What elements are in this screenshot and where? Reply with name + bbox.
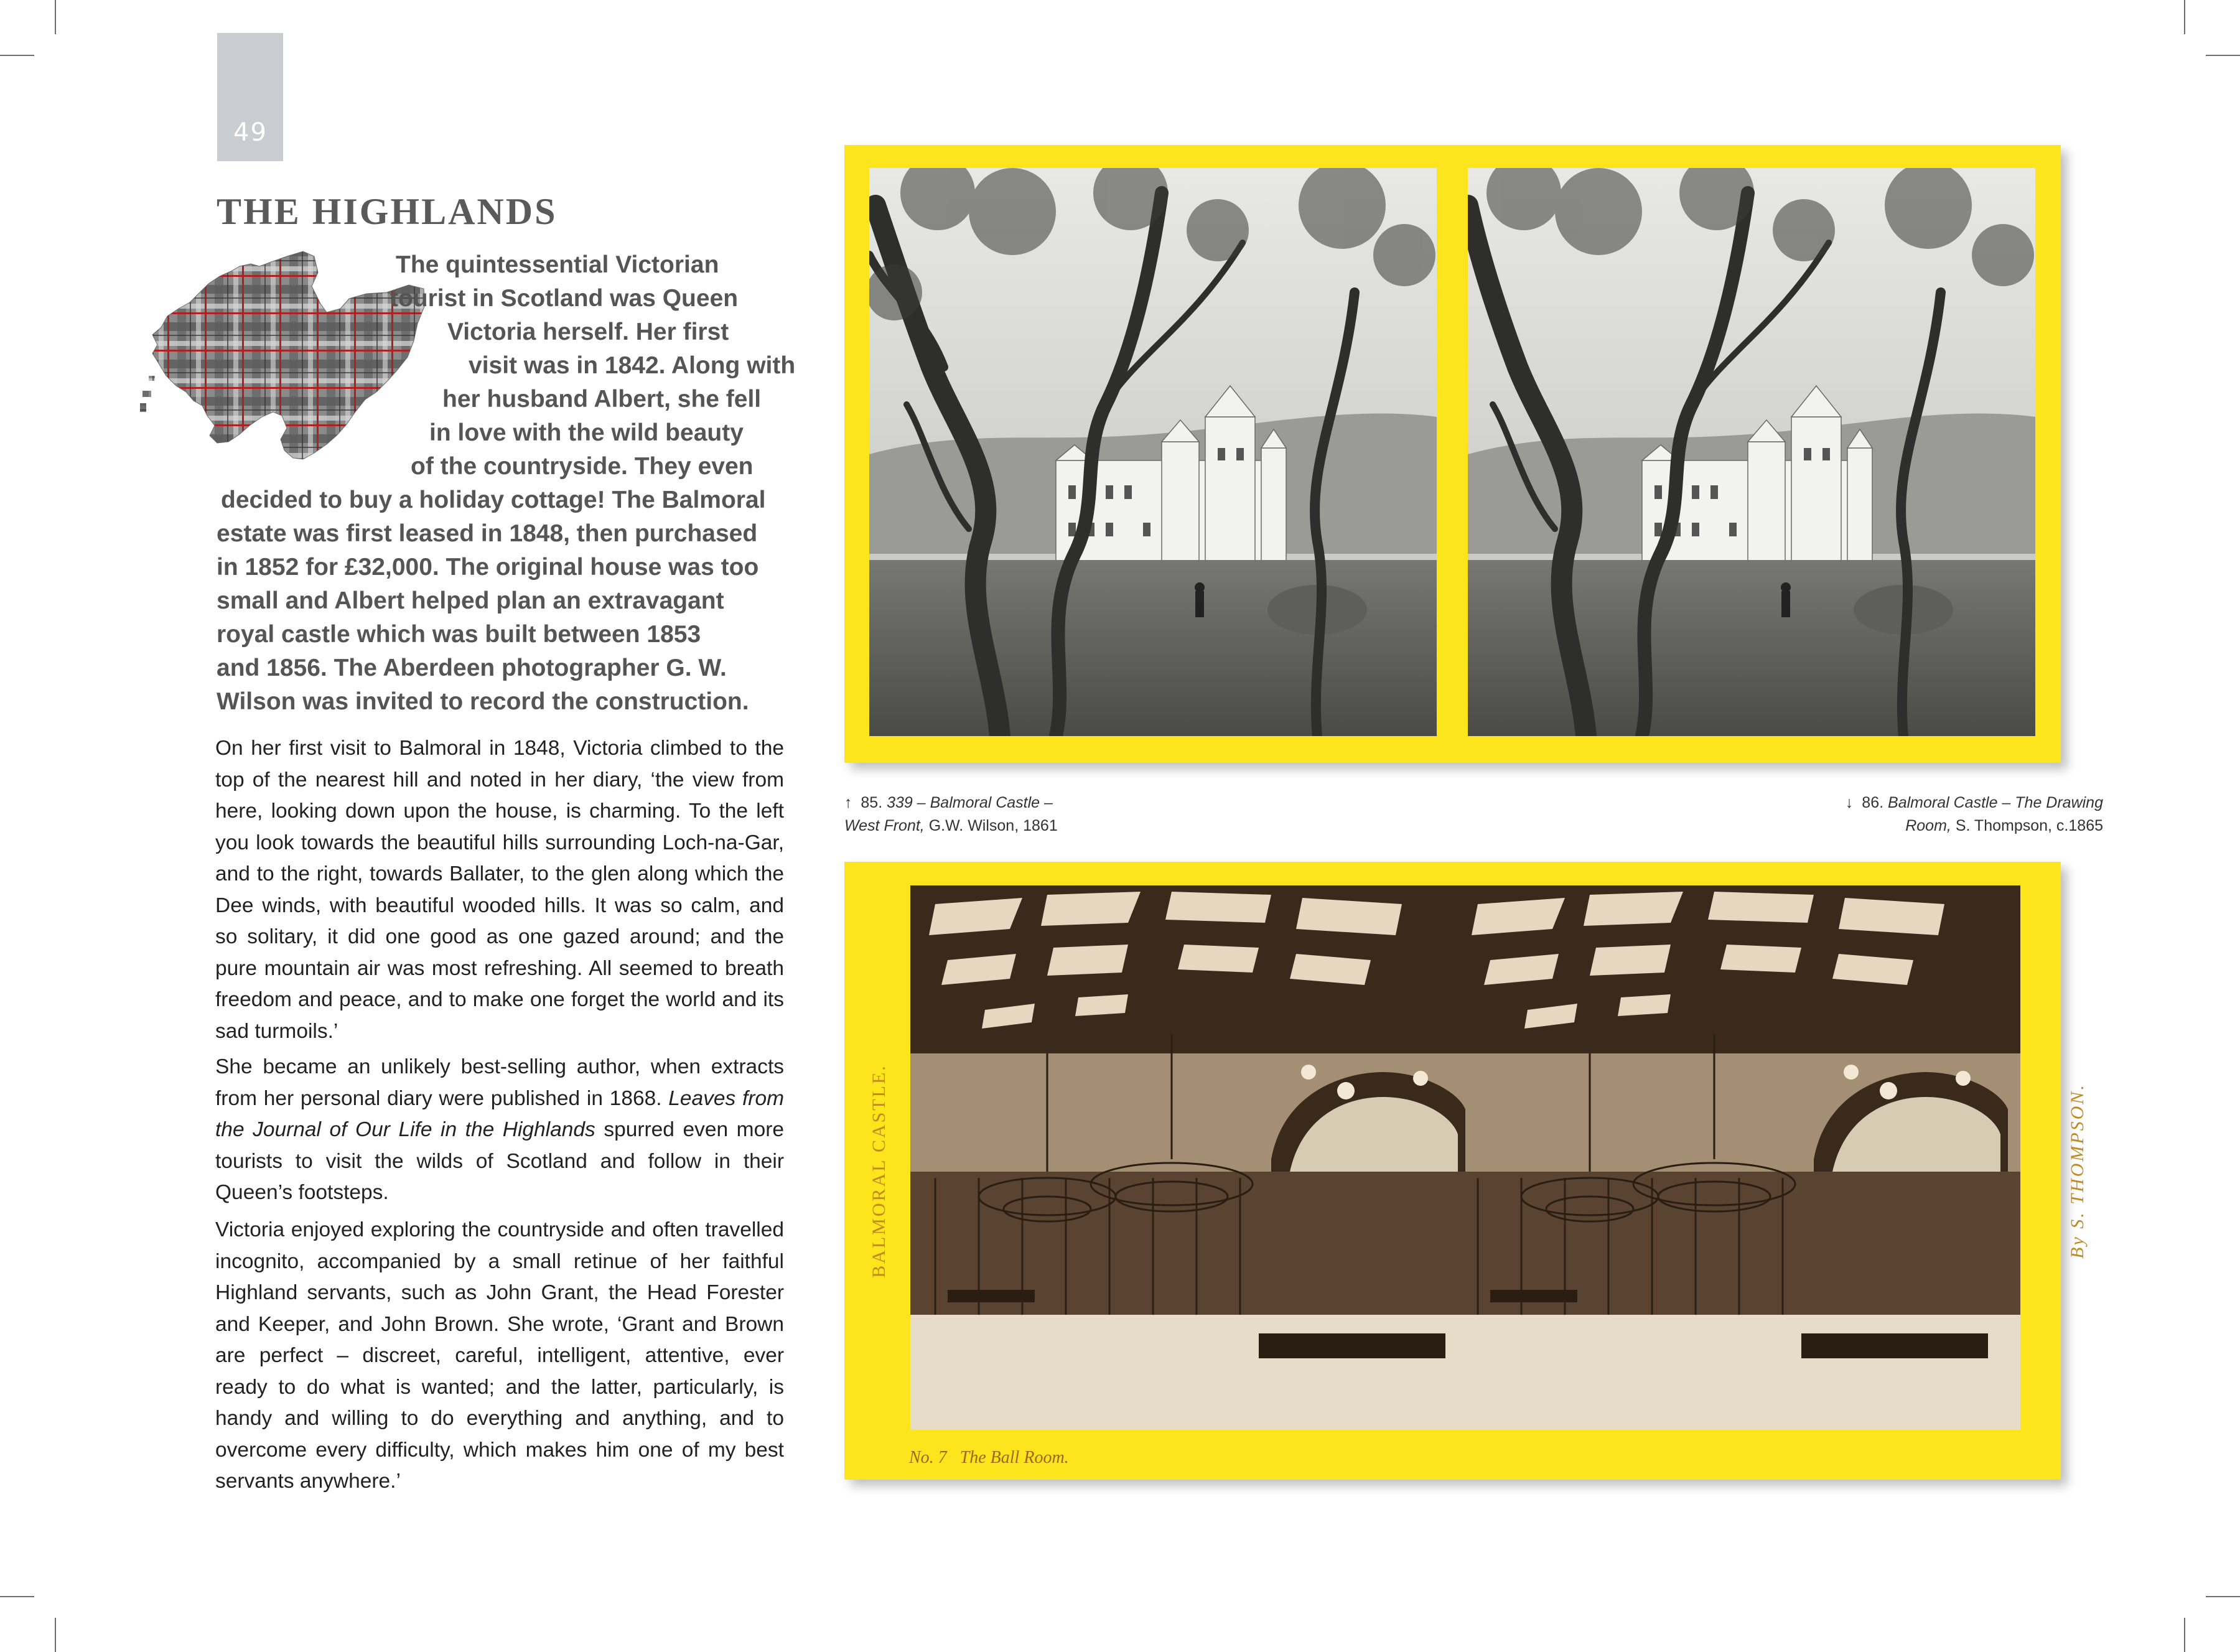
crop-mark [55,1618,56,1652]
photo-balmoral-west-front [844,145,2061,763]
book-title: Leaves from the Journal of Our Life in the Highlands [215,1086,784,1141]
crop-mark [2184,1618,2185,1652]
caption-figure-86 [1563,791,2103,838]
crop-mark [2206,1596,2240,1597]
stereo-image-right [1465,885,2020,1430]
figure-title: West Front, [844,817,925,834]
stereo-image-left [910,885,1465,1430]
body-paragraph [215,1052,784,1209]
crop-mark [2184,0,2185,34]
body-text: spurred even more tourists to visit the wilds of Scotland and follow in their Queen’s footsteps. [215,1118,784,1204]
crop-mark [2206,55,2240,56]
body-paragraph: Victoria enjoyed exploring the countryside and often travelled incognito, accompanied by a small retinue of her faithful Highland servants, such as John Grant, the Head Forester and Keeper, and John Brown. She wrote, ‘Grant and Brown are perfect – discreet, careful, intelligent, attentive, ever ready to do what is wanted; and the latter, particularly, is handy and willing to do everything and anything, and to overcome every difficulty, which makes him one of my best servants anywhere.’ [215,1218,784,1493]
card-bottom-label: No. 7 The Ball Room. [909,1448,1069,1467]
figure-number: 86. [1862,794,1884,811]
crop-mark [0,55,34,56]
page-number: 49 [233,118,268,147]
stereo-image-right [1468,168,2035,736]
lede-line: visit was in 1842. Along with [469,352,796,379]
lede-line: The quintessential Victorian [396,251,719,278]
lede-line: in love with the wild beauty [429,419,744,446]
tartan-scotland-map [140,248,432,462]
figure-title: 339 – Balmoral Castle – [887,794,1053,811]
lede-line: estate was first leased in 1848, then purchased [217,520,758,547]
figure-title: Room, [1905,817,1951,834]
down-arrow-icon: ↓ [1845,794,1854,811]
crop-mark [55,0,56,34]
body-paragraph: On her first visit to Balmoral in 1848, Victoria climbed to the top of the nearest hill and noted in her diary, ‘the view from here, looking down upon the house, is charming. To the left you look towards the beautiful hills surrounding Loch-na-Gar, and to the right, towards Ballater, to the glen along which the Dee winds, with beautiful wooded hills. It was so calm, and so solitary, it did one good as one gazed around; and the pure mountain air was most refreshing. All seemed to breath freedom and peace, and to make one forget the world and its sad turmoils.’ [215,737,784,1043]
page-title: THE HIGHLANDS [217,191,558,232]
lede-line: her husband Albert, she fell [442,386,762,413]
figure-credit: S. Thompson, c.1865 [1955,817,2103,834]
crop-mark [0,1596,34,1597]
caption-figure-85 [844,791,1280,838]
lede-line: decided to buy a holiday cottage! The Balmoral [221,487,766,513]
figure-title: Balmoral Castle – The Drawing [1888,794,2103,811]
lede-line: small and Albert helped plan an extravagant [217,587,724,614]
lede-line: Victoria herself. Her first [447,319,729,345]
lede-line: Wilson was invited to record the construction. [217,688,749,715]
photo-balmoral-ball-room [844,862,2088,1480]
figure-number: 85. [861,794,883,811]
lede-line: of the countryside. They even [411,453,754,480]
lede-line: and 1856. The Aberdeen photographer G. W. [217,655,727,681]
card-side-label-right: By S. THOMPSON. [2067,1083,2088,1259]
lede-line: in 1852 for £32,000. The original house was too [217,554,759,581]
lede-line: royal castle which was built between 1853 [217,621,701,648]
card-side-label-left: BALMORAL CASTLE. [869,1064,889,1278]
up-arrow-icon: ↑ [844,794,852,811]
lede-line: tourist in Scotland was Queen [390,285,739,312]
figure-credit: G.W. Wilson, 1861 [928,817,1058,834]
body-text: She became an unlikely best-selling author, when extracts from her personal diary were published in 1868. [215,1055,784,1110]
stereo-image-left [869,168,1437,736]
